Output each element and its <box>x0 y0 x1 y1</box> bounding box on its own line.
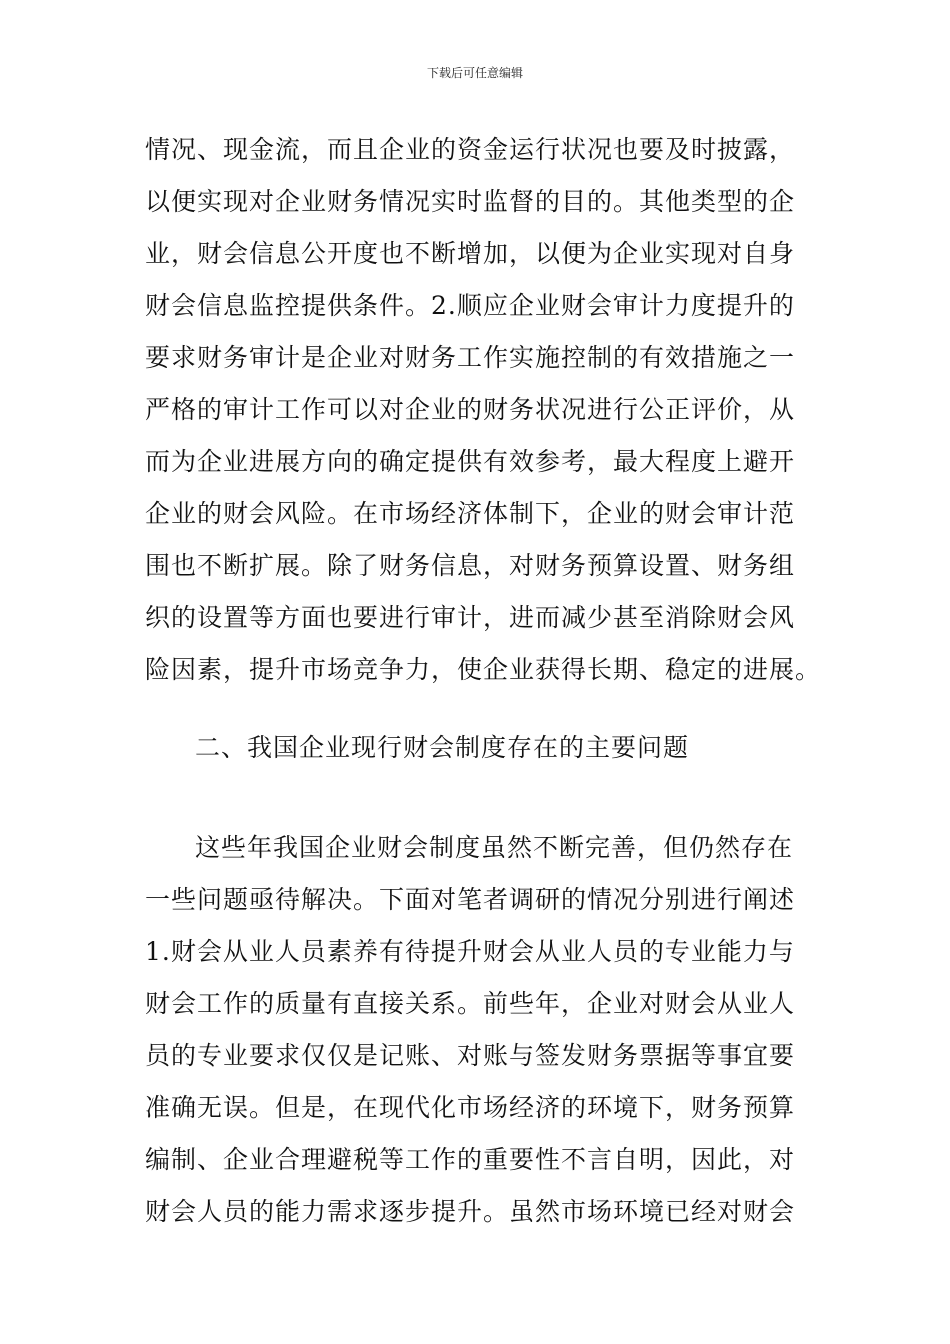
text-line: 这些年我国企业财会制度虽然不断完善，但仍然存在 <box>195 833 794 862</box>
text-line: 业，财会信息公开度也不断增加，以便为企业实现对自身 <box>145 239 796 268</box>
text-line: 险因素，提升市场竞争力，使企业获得长期、稳定的进展。 <box>145 655 822 684</box>
text-line: 财会工作的质量有直接关系。前些年，企业对财会从业人 <box>145 989 796 1018</box>
text-line: 准确无误。但是，在现代化市场经济的环境下，财务预算 <box>145 1093 796 1122</box>
text-line: 一些问题亟待解决。下面对笔者调研的情况分别进行阐述 <box>145 885 796 914</box>
page-header-note: 下载后可任意编辑 <box>426 66 523 80</box>
text-line: 围也不断扩展。除了财务信息，对财务预算设置、财务组 <box>145 551 796 580</box>
text-line: 编制、企业合理避税等工作的重要性不言自明，因此，对 <box>145 1145 796 1174</box>
text-line: 织的设置等方面也要进行审计，进而减少甚至消除财会风 <box>145 603 796 632</box>
text-line: 以便实现对企业财务情况实时监督的目的。其他类型的企 <box>145 187 796 216</box>
text-line: 财会信息监控提供条件。2.顺应企业财会审计力度提升的 <box>145 291 795 320</box>
text-line: 要求财务审计是企业对财务工作实施控制的有效措施之一 <box>145 343 796 372</box>
text-line: 严格的审计工作可以对企业的财务状况进行公正评价，从 <box>145 395 796 424</box>
text-line: 员的专业要求仅仅是记账、对账与签发财务票据等事宜要 <box>145 1041 796 1070</box>
section-heading: 二、我国企业现行财会制度存在的主要问题 <box>195 733 690 762</box>
text-line: 而为企业进展方向的确定提供有效参考，最大程度上避开 <box>145 447 796 476</box>
text-line: 1.财会从业人员素养有待提升财会从业人员的专业能力与 <box>145 937 795 966</box>
text-line: 企业的财会风险。在市场经济体制下，企业的财会审计范 <box>145 499 796 528</box>
text-line: 财会人员的能力需求逐步提升。虽然市场环境已经对财会 <box>145 1197 796 1226</box>
text-line: 情况、现金流，而且企业的资金运行状况也要及时披露， <box>145 135 796 164</box>
